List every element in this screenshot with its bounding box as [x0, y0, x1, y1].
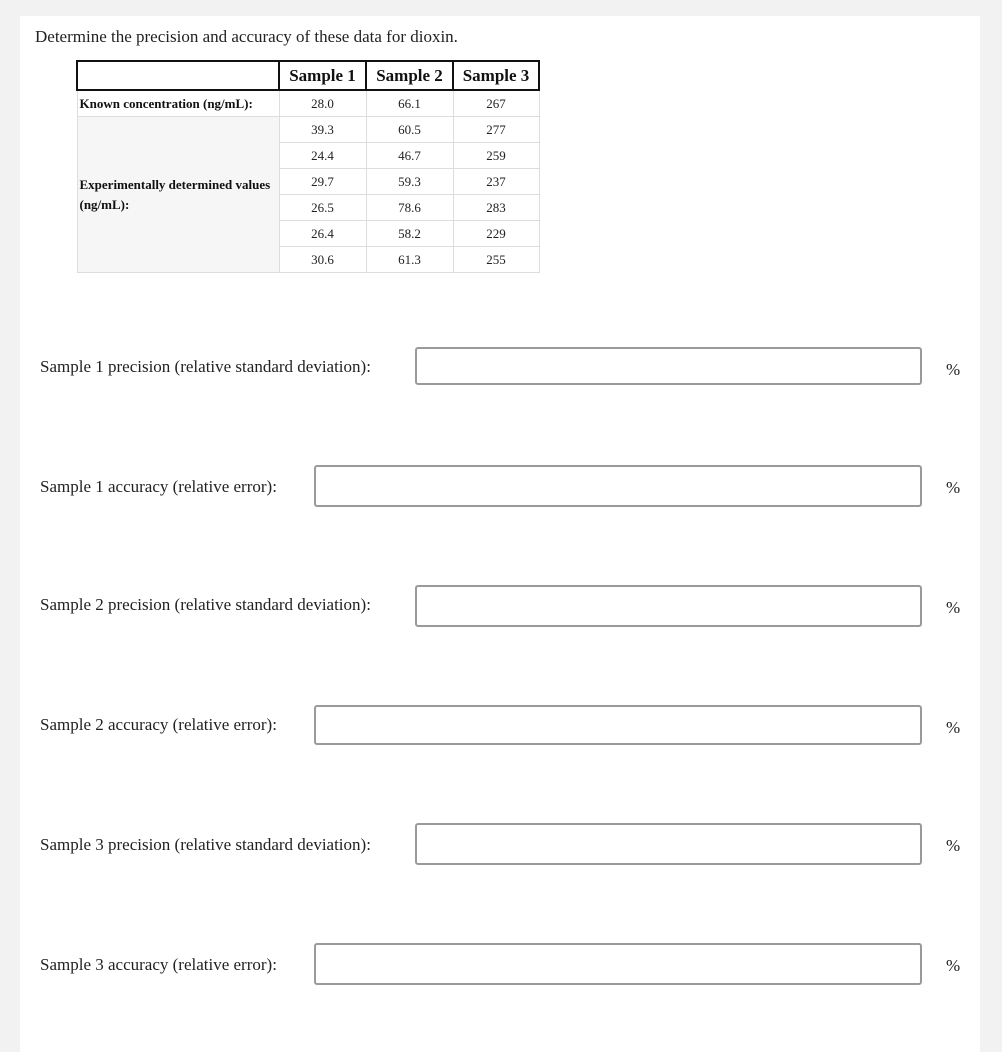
sample2-accuracy-label: Sample 2 accuracy (relative error):: [40, 715, 277, 734]
data-table: [76, 60, 540, 273]
percent-unit: %: [946, 360, 961, 379]
sample3-precision-label: Sample 3 precision (relative standard deviation):: [40, 835, 371, 854]
percent-unit: %: [946, 718, 961, 737]
table-cell: 24.4: [279, 143, 366, 169]
table-cell: 29.7: [279, 169, 366, 195]
sample1-precision-input[interactable]: [415, 347, 922, 385]
percent-unit: %: [946, 478, 961, 497]
sample2-precision-input[interactable]: [415, 585, 922, 627]
table-row: [77, 117, 539, 143]
known-cell: 267: [453, 90, 539, 117]
known-row-label: Known concentration (ng/mL):: [77, 90, 279, 117]
percent-unit: %: [946, 836, 961, 855]
sample3-accuracy-label: Sample 3 accuracy (relative error):: [40, 955, 277, 974]
table-cell: 277: [453, 117, 539, 143]
column-header: Sample 3: [453, 61, 539, 90]
table-cell: 229: [453, 221, 539, 247]
known-cell: 28.0: [279, 90, 366, 117]
question-card: [20, 16, 980, 1052]
table-cell: 26.5: [279, 195, 366, 221]
known-row: [77, 90, 539, 117]
experimental-row-label: Experimentally determined values (ng/mL):: [77, 117, 279, 273]
known-cell: 66.1: [366, 90, 453, 117]
table-cell: 283: [453, 195, 539, 221]
table-cell: 78.6: [366, 195, 453, 221]
column-header: Sample 1: [279, 61, 366, 90]
sample1-precision-label: Sample 1 precision (relative standard deviation):: [40, 357, 371, 376]
percent-unit: %: [946, 956, 961, 975]
table-cell: 237: [453, 169, 539, 195]
table-cell: 255: [453, 247, 539, 273]
table-cell: 60.5: [366, 117, 453, 143]
table-corner-cell: [77, 61, 279, 90]
table-cell: 30.6: [279, 247, 366, 273]
table-cell: 59.3: [366, 169, 453, 195]
sample1-accuracy-input[interactable]: [314, 465, 922, 507]
table-cell: 61.3: [366, 247, 453, 273]
sample2-precision-label: Sample 2 precision (relative standard deviation):: [40, 595, 371, 614]
sample3-accuracy-input[interactable]: [314, 943, 922, 985]
question-text: Determine the precision and accuracy of these data for dioxin.: [35, 27, 458, 46]
percent-unit: %: [946, 598, 961, 617]
table-cell: 39.3: [279, 117, 366, 143]
table-cell: 58.2: [366, 221, 453, 247]
table-cell: 26.4: [279, 221, 366, 247]
table-header-row: [77, 61, 539, 90]
sample2-accuracy-input[interactable]: [314, 705, 922, 745]
table-cell: 259: [453, 143, 539, 169]
column-header: Sample 2: [366, 61, 453, 90]
table-cell: 46.7: [366, 143, 453, 169]
sample3-precision-input[interactable]: [415, 823, 922, 865]
sample1-accuracy-label: Sample 1 accuracy (relative error):: [40, 477, 277, 496]
